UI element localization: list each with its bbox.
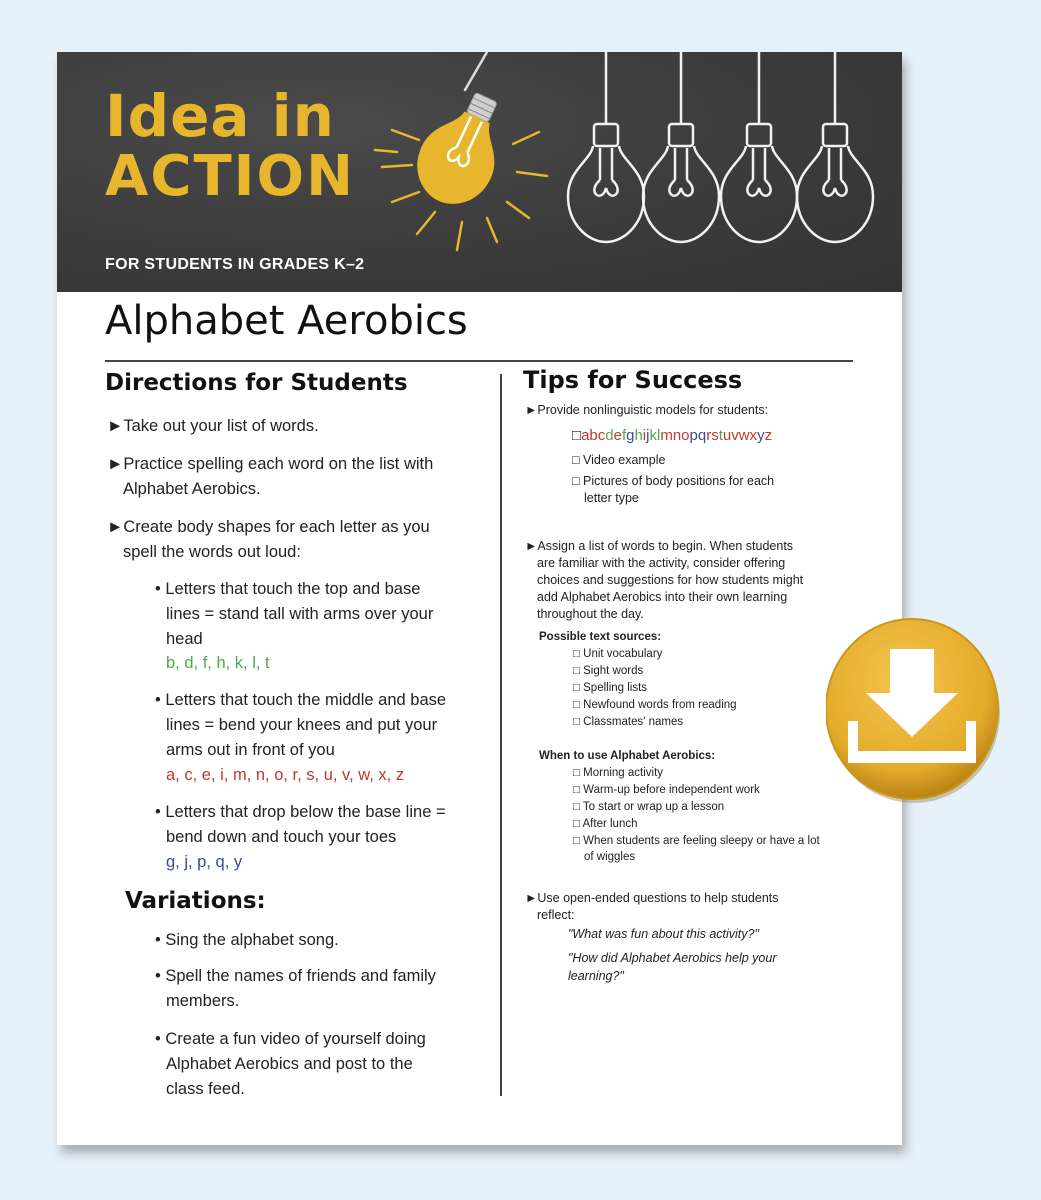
middle-letters-line1: • Letters that touch the middle and base <box>155 691 447 709</box>
direction-step-3-line1: ►Create body shapes for each letter as you <box>107 518 430 536</box>
reflection-quote-2-line1: "How did Alphabet Aerobics help your <box>568 951 777 965</box>
reflection-quote-1: "What was fun about this activity?" <box>568 927 759 941</box>
assign-line2: are familiar with the activity, consider offering <box>537 556 786 570</box>
when-item-last-line1: □ When students are feeling sleepy or have a lot <box>573 835 820 847</box>
tall-letters-list: b, d, f, h, k, l, t <box>166 654 270 672</box>
checkbox-icon: □ <box>572 427 582 444</box>
outline-bulbs <box>568 52 873 242</box>
drop-letters-list: g, j, p, q, y <box>166 853 243 871</box>
source-item: □ Newfound words from reading <box>573 699 737 711</box>
alphabet-segment: uvwx <box>722 427 758 444</box>
variation-1: • Sing the alphabet song. <box>155 931 339 949</box>
alphabet-segment: rs <box>706 427 719 444</box>
alphabet-segment: mno <box>660 427 690 444</box>
document-title: Alphabet Aerobics <box>105 298 468 344</box>
sources-heading: Possible text sources: <box>539 631 662 643</box>
assign-line5: throughout the day. <box>537 607 644 621</box>
variation-3-line1: • Create a fun video of yourself doing <box>155 1030 426 1048</box>
source-item: □ Sight words <box>573 665 644 677</box>
directions-heading: Directions for Students <box>105 370 408 396</box>
middle-letters-line2: lines = bend your knees and put your <box>166 716 438 734</box>
direction-step-2-line2: Alphabet Aerobics. <box>123 480 261 498</box>
tip-video-example: □ Video example <box>572 453 666 467</box>
assign-line4: add Alphabet Aerobics into their own learning <box>537 590 788 604</box>
variation-2-line1: • Spell the names of friends and family <box>155 967 436 985</box>
tips-intro: ►Provide nonlinguistic models for students: <box>525 403 769 417</box>
alphabet-segment: j <box>646 427 650 444</box>
alphabet-segment: g <box>626 427 635 444</box>
banner-title-line2: ACTION <box>105 144 355 209</box>
assign-line1: ►Assign a list of words to begin. When students <box>525 539 794 553</box>
alphabet-segment: abc <box>581 427 606 444</box>
direction-step-3-line2: spell the words out loud: <box>123 543 301 561</box>
tall-letters-line1: • Letters that touch the top and base <box>155 580 421 598</box>
column-divider <box>500 374 502 1096</box>
when-heading: When to use Alphabet Aerobics: <box>539 750 716 762</box>
alphabet-segment: t <box>718 427 723 444</box>
assign-line3: choices and suggestions for how students might <box>537 573 804 587</box>
drop-letters-line1: • Letters that drop below the base line = <box>155 803 446 821</box>
source-item: □ Unit vocabulary <box>573 648 663 660</box>
questions-line1: ►Use open-ended questions to help students <box>525 891 779 905</box>
direction-step-2-line1: ►Practice spelling each word on the list with <box>107 455 434 473</box>
when-item: □ Warm-up before independent work <box>573 784 760 796</box>
when-item: □ Morning activity <box>573 767 664 779</box>
alphabet-segment: pq <box>689 427 707 444</box>
alphabet-segment: e <box>613 427 622 444</box>
drop-letters-line2: bend down and touch your toes <box>166 828 397 846</box>
variation-3-line3: class feed. <box>166 1080 245 1098</box>
source-item: □ Spelling lists <box>573 682 648 694</box>
reflection-quote-2-line2: learning?" <box>568 969 624 983</box>
middle-letters-list: a, c, e, i, m, n, o, r, s, u, v, w, x, z <box>166 766 405 784</box>
variations-heading: Variations: <box>125 888 266 914</box>
header-banner <box>57 52 902 292</box>
alphabet-segment: i <box>642 427 647 444</box>
alphabet-segment: kl <box>649 427 661 444</box>
tall-letters-line2: lines = stand tall with arms over your <box>166 605 434 623</box>
variation-3-line2: Alphabet Aerobics and post to the <box>166 1055 413 1073</box>
tips-heading: Tips for Success <box>523 366 743 394</box>
alphabet-segment: h <box>634 427 643 444</box>
alphabet-segment: f <box>621 427 627 444</box>
tall-letters-line3: head <box>166 630 203 648</box>
alphabet-segment: z <box>764 427 773 444</box>
middle-letters-line3: arms out in front of you <box>166 741 335 759</box>
grade-level-label: FOR STUDENTS IN GRADES K–2 <box>105 256 365 273</box>
download-button[interactable] <box>826 609 1002 809</box>
alphabet-color-model <box>572 427 772 445</box>
alphabet-segment: d <box>605 427 614 444</box>
questions-line2: reflect: <box>537 908 575 922</box>
title-divider <box>105 360 853 362</box>
source-item: □ Classmates' names <box>573 716 684 728</box>
direction-step-1: ►Take out your list of words. <box>107 417 319 435</box>
when-item: □ After lunch <box>573 818 638 830</box>
lit-bulb-body <box>404 81 521 216</box>
when-item: □ To start or wrap up a lesson <box>573 801 725 813</box>
colored-alphabet <box>581 427 772 444</box>
handout-page <box>57 52 902 1145</box>
tip-pictures-line1: □ Pictures of body positions for each <box>572 474 775 488</box>
banner-title-line1: Idea in <box>105 82 335 150</box>
alphabet-segment: y <box>757 427 765 444</box>
when-item-last-line2: of wiggles <box>584 851 636 863</box>
tip-pictures-line2: letter type <box>584 491 639 505</box>
variation-2-line2: members. <box>166 992 240 1010</box>
